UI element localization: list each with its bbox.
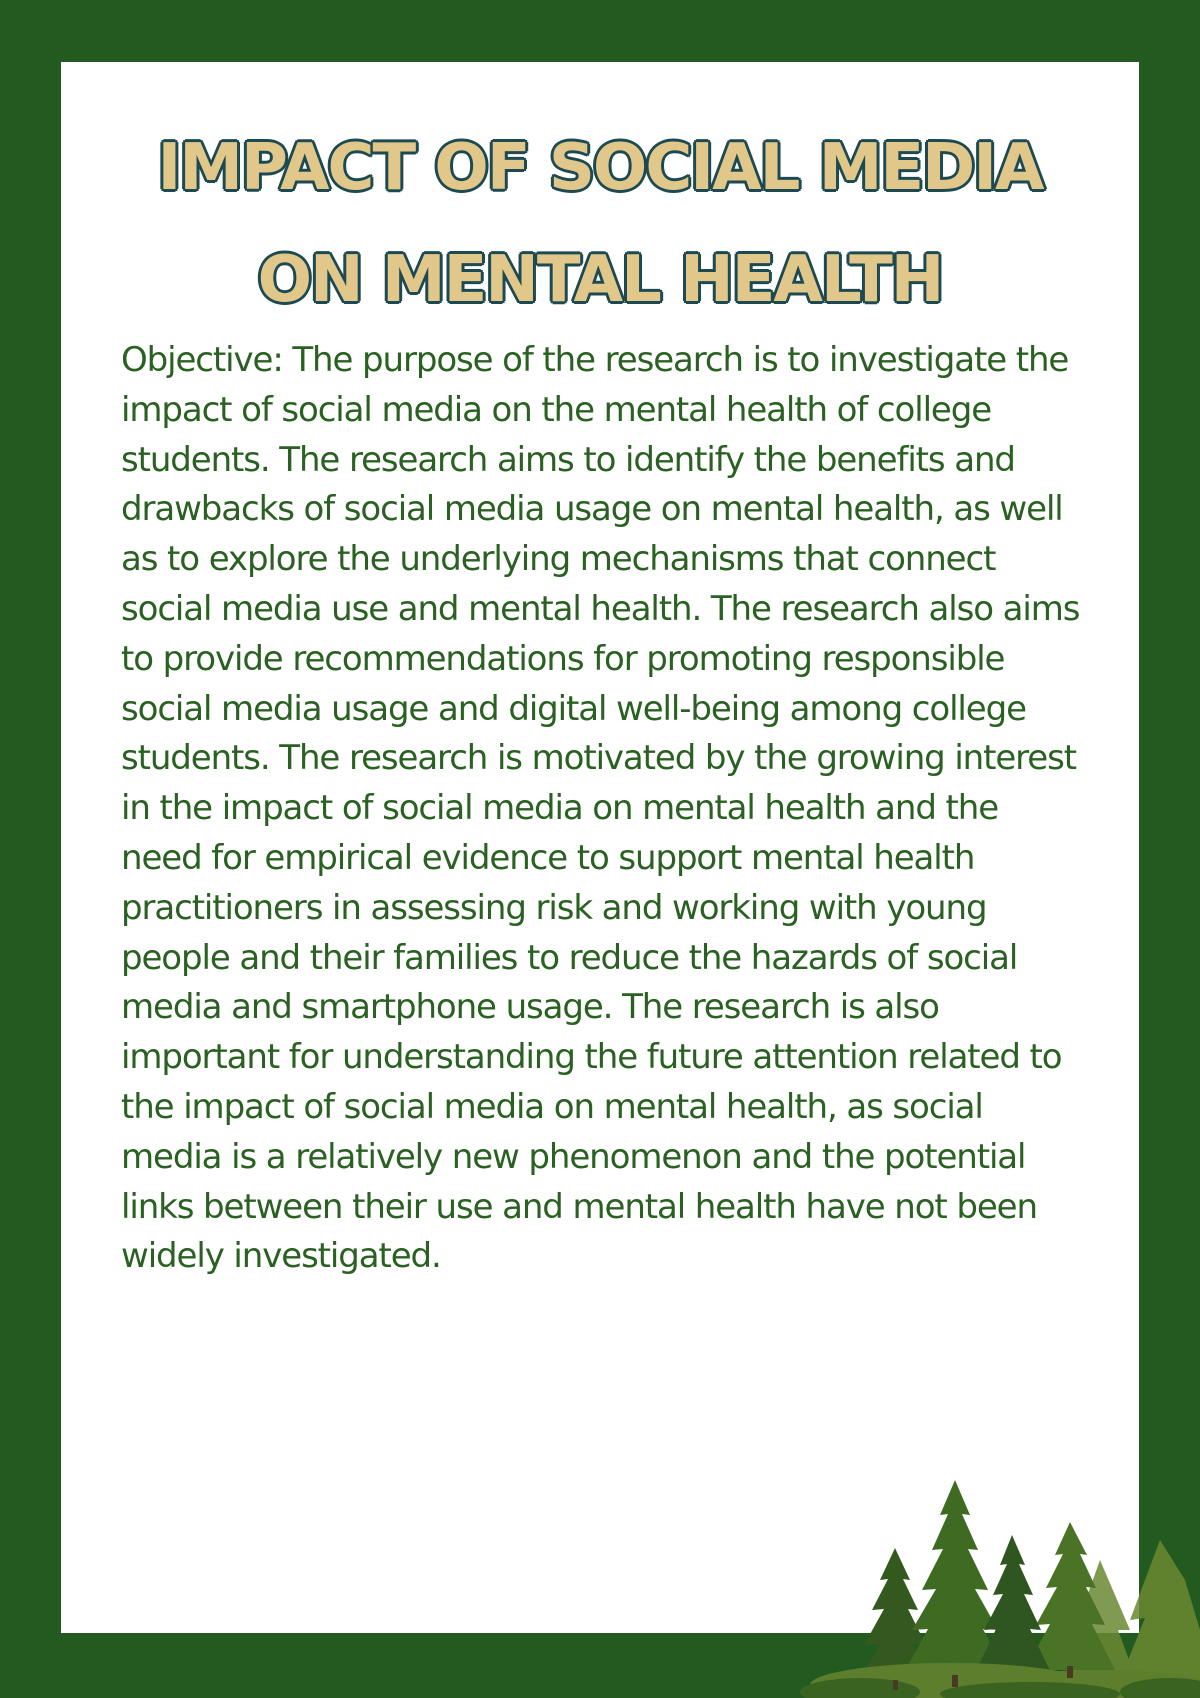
title-line-2: ON MENTAL HEALTH <box>257 243 943 317</box>
pine-trees-icon <box>800 1480 1200 1698</box>
title-line-1: IMPACT OF SOCIAL MEDIA <box>157 131 1043 205</box>
poster-title <box>61 112 1139 336</box>
poster-paper <box>61 62 1139 1633</box>
objective-paragraph: Objective: The purpose of the research is to investigate the impact of social media on the mental health of college students. The research aims to identify the benefits and drawbacks of social media usage on mental health, as well as to explore the underlying mechanisms that connect social media use and mental health. The research also aims to provide recommendations for promoting responsible social media usage and digital well-being among college students. The research is motivated by the growing interest in the impact of social media on mental health and the need for empirical evidence to support mental health practitioners in assessing risk and working with young people and their families to reduce the hazards of social media and smartphone usage. The research is also important for understanding the future attention related to the impact of social media on mental health, as social media is a relatively new phenomenon and the potential links between their use and mental health have not been widely investigated. <box>121 340 1080 1277</box>
